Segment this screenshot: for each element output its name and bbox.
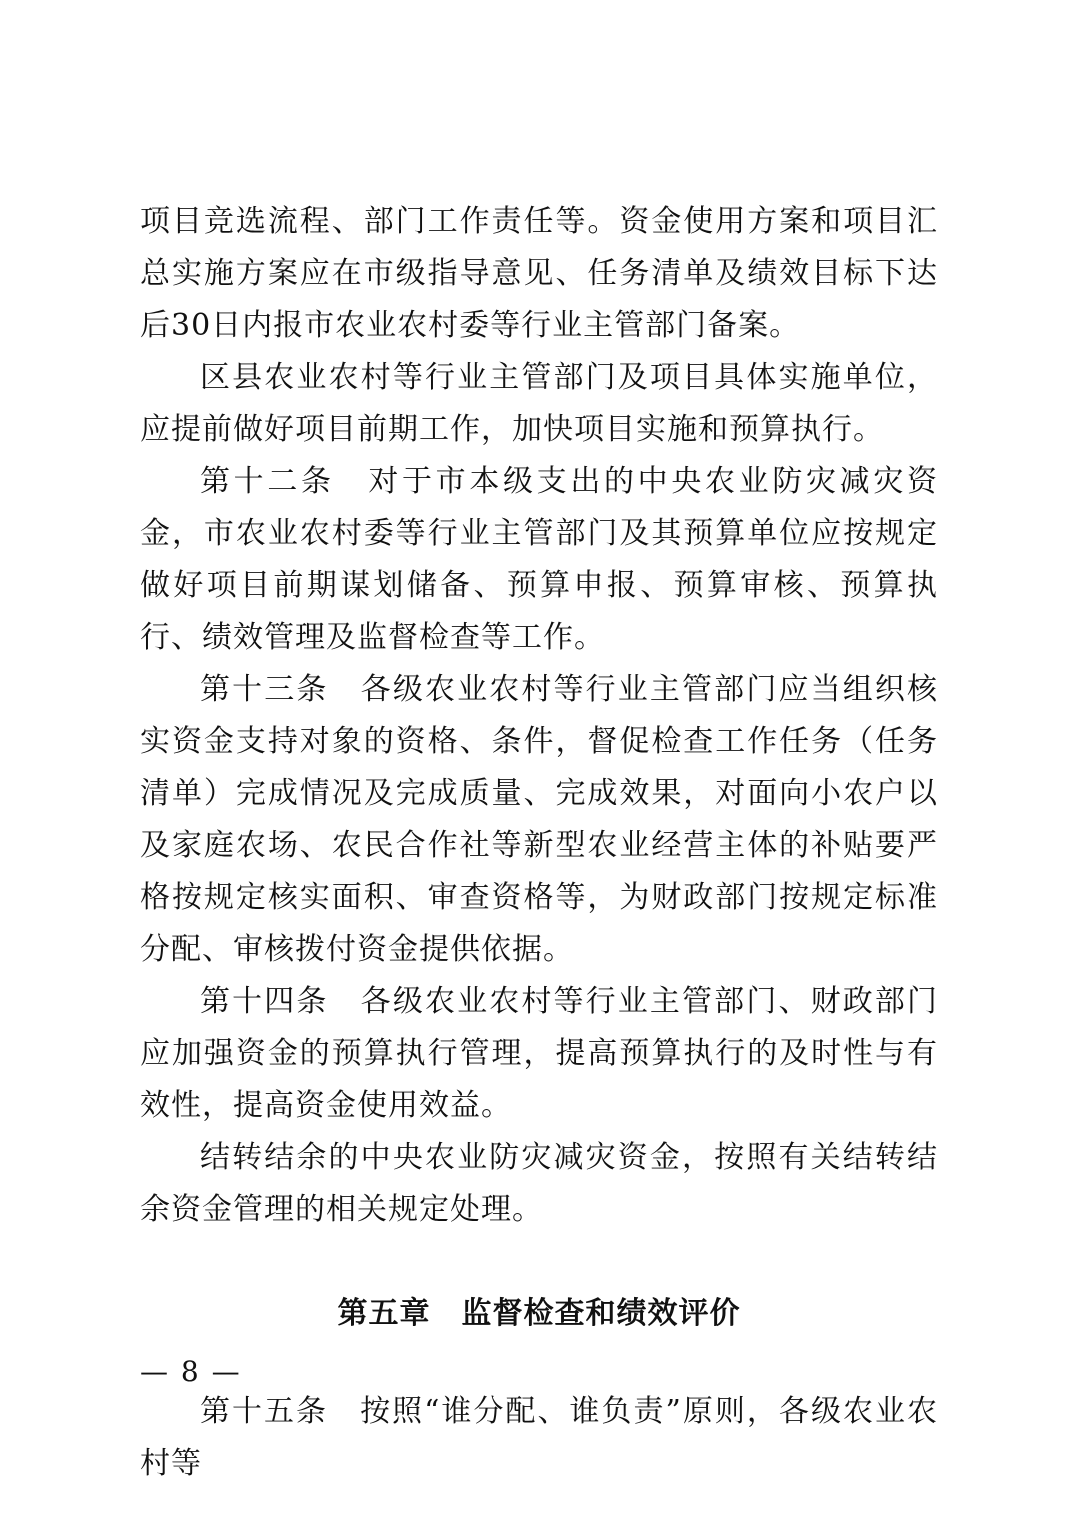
article-15: 第十五条 按照“谁分配、谁负责”原则，各级农业农村等 [140,1394,938,1481]
paragraph-district-preparation: 区县农业农村等行业主管部门及项目具体实施单位，应提前做好项目前期工作，加快项目实施和预算执行。 [140,360,938,447]
article-12: 第十二条 对于市本级支出的中央农业防灾减灾资金，市农业农村委等行业主管部门及其预算单位应按规定做好项目前期谋划储备、预算申报、预算审核、预算执行、绩效管理及监督检查等工作。 [140,464,938,655]
article-13: 第十三条 各级农业农村等行业主管部门应当组织核实资金支持对象的资格、条件，督促检查工作任务（任务清单）完成情况及完成质量、完成效果，对面向小农户以及家庭农场、农民合作社等新型农业经营主体的补贴要严格按规定核实面积、审查资格等，为财政部门按规定标准分配、审核拨付资金提供依据。 [140,672,938,967]
article-14: 第十四条 各级农业农村等行业主管部门、财政部门应加强资金的预算执行管理，提高预算执行的及时性与有效性，提高资金使用效益。 [140,984,938,1123]
paragraph-carryover-funds: 结转结余的中央农业防灾减灾资金，按照有关结转结余资金管理的相关规定处理。 [140,1140,938,1227]
chapter-heading: 第五章 监督检查和绩效评价 [337,1296,741,1331]
document-body [140,196,938,1490]
paragraph-continuation: 项目竞选流程、部门工作责任等。资金使用方案和项目汇总实施方案应在市级指导意见、任务清单及绩效目标下达后30日内报市农业农村委等行业主管部门备案。 [140,204,938,343]
page-number: — 8 — [140,1355,242,1388]
